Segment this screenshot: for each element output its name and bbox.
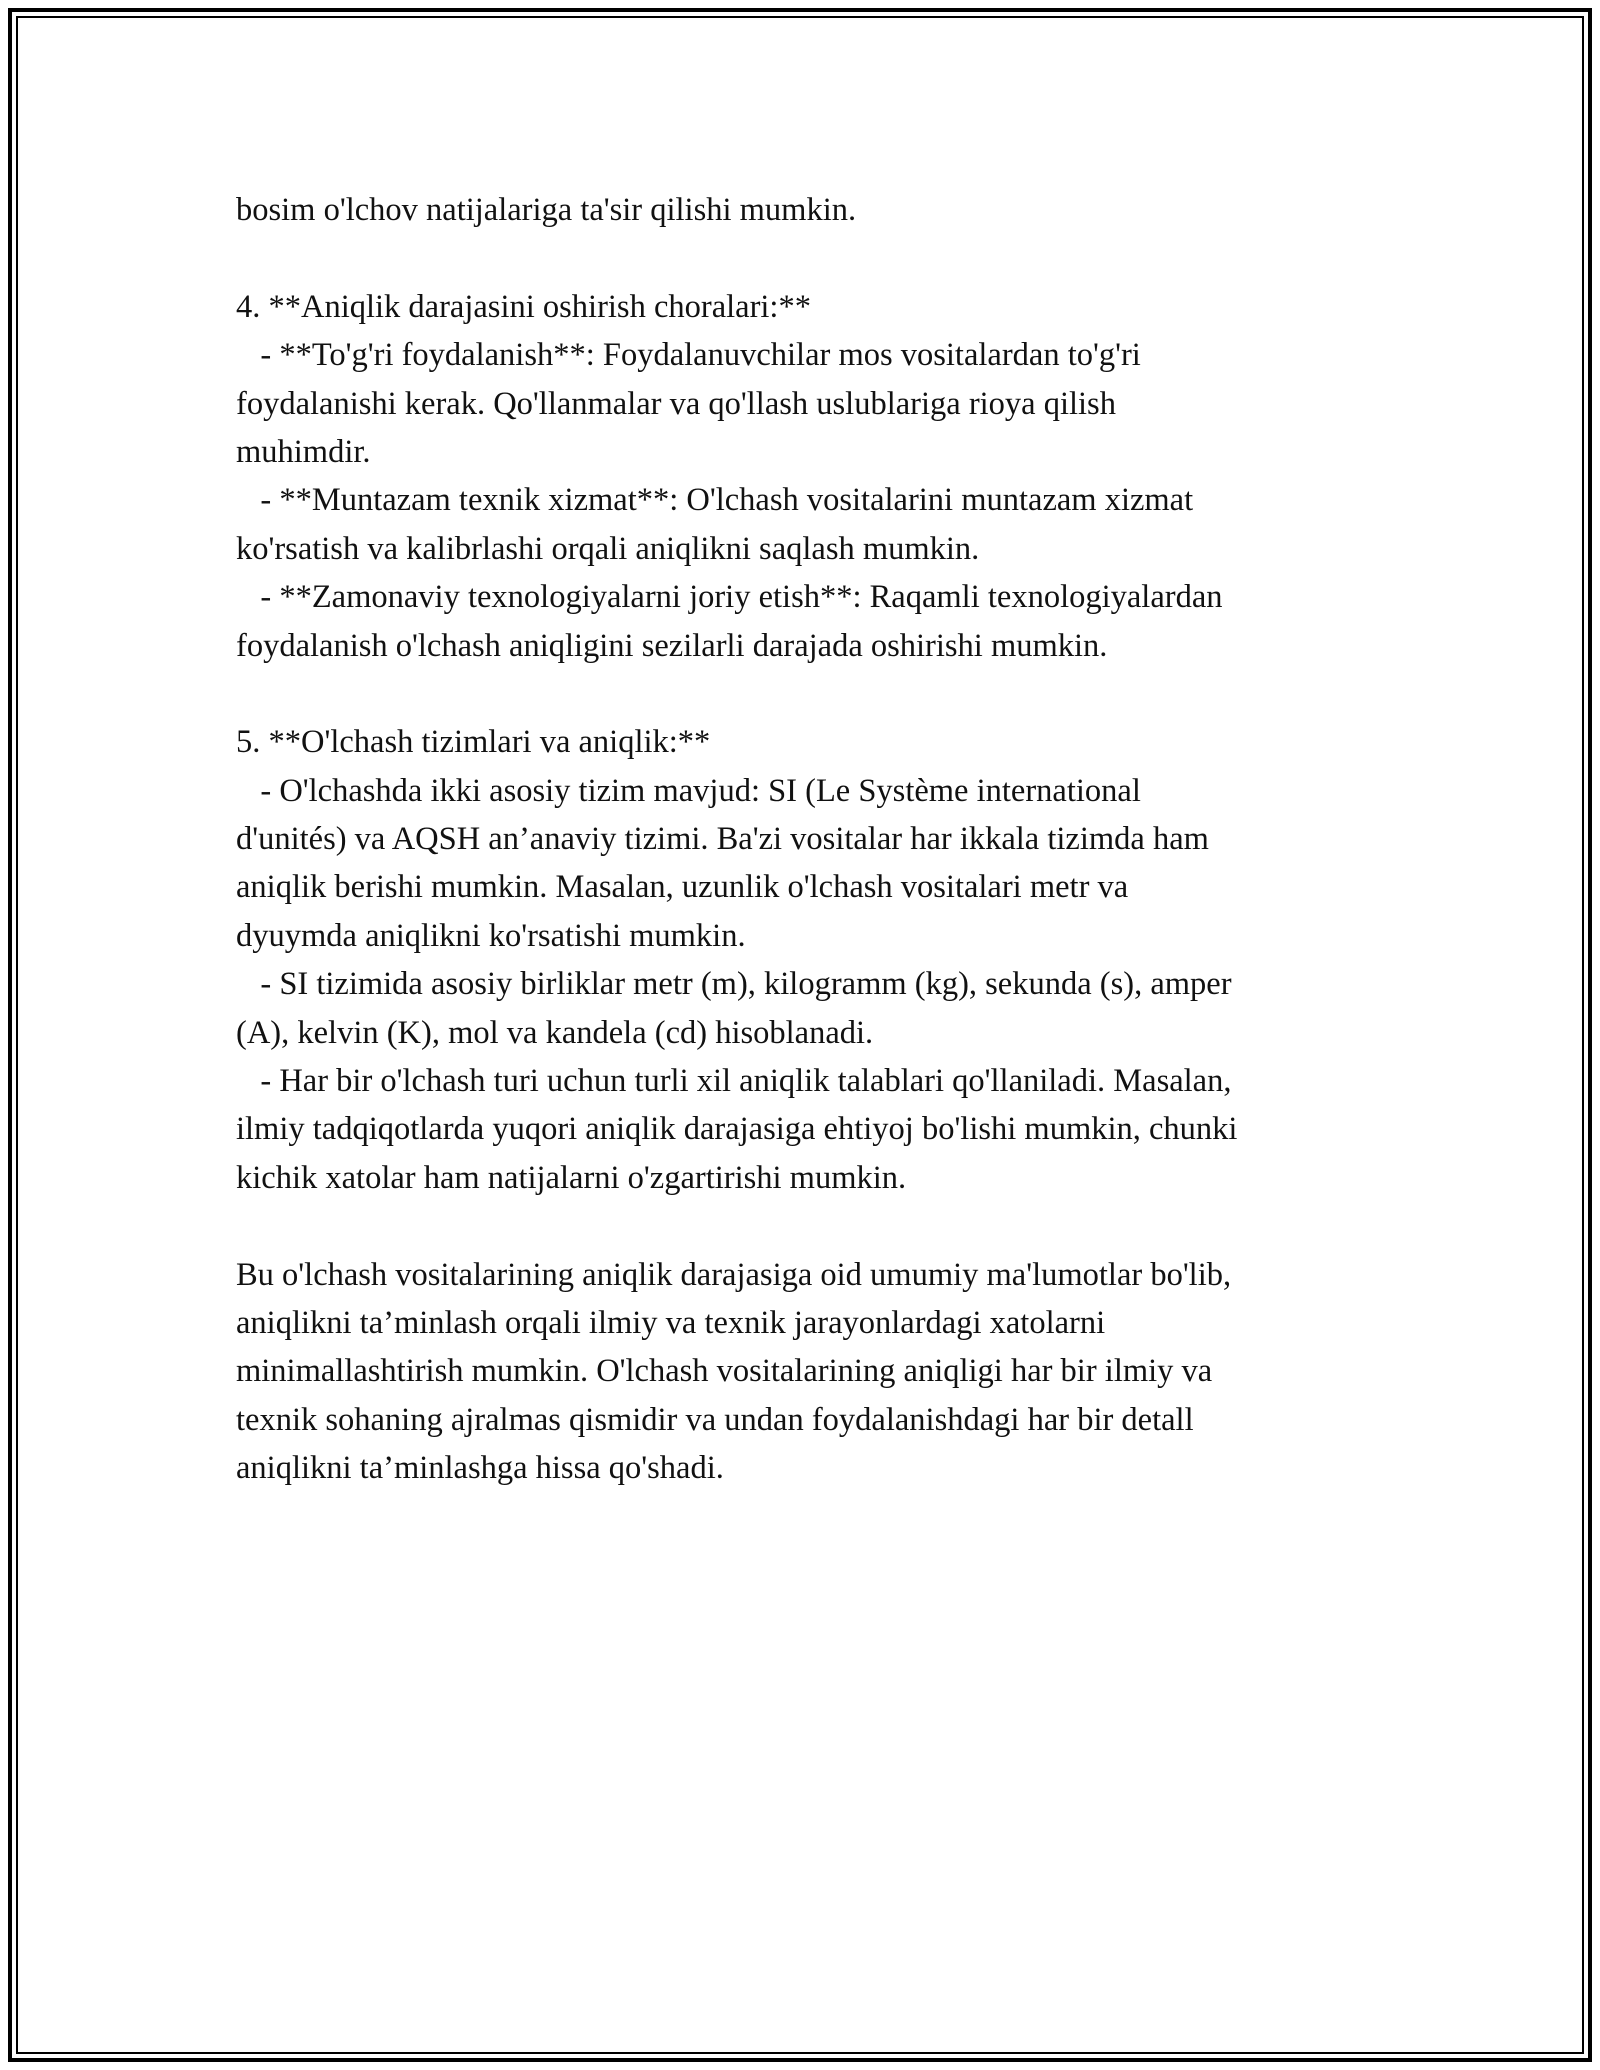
- text-line: ilmiy tadqiqotlarda yuqori aniqlik darajasiga ehtiyoj bo'lishi mumkin, chunki: [236, 1111, 1238, 1148]
- section-heading-5: 5. **O'lchash tizimlari va aniqlik:**: [236, 724, 711, 761]
- conclusion-line: texnik sohaning ajralmas qismidir va undan foydalanishdagi har bir detall: [236, 1401, 1194, 1438]
- section-heading-4: 4. **Aniqlik darajasini oshirish choralari:**: [236, 288, 811, 325]
- blank-line: [236, 1202, 1386, 1250]
- blank-line: [236, 670, 1386, 718]
- text-line: muhimdir.: [236, 433, 371, 470]
- conclusion-line: Bu o'lchash vositalarining aniqlik darajasiga oid umumiy ma'lumotlar bo'lib,: [236, 1256, 1232, 1293]
- text-line: - O'lchashda ikki asosiy tizim mavjud: SI (Le Système international: [236, 772, 1141, 809]
- conclusion-line: aniqlikni ta’minlash orqali ilmiy va texnik jarayonlardagi xatolarni: [236, 1304, 1106, 1341]
- blank-line: [236, 234, 1386, 282]
- document-body: [236, 186, 1386, 1493]
- text-line: - **Muntazam texnik xizmat**: O'lchash vositalarini muntazam xizmat: [236, 482, 1194, 519]
- text-line: kichik xatolar ham natijalarni o'zgartirishi mumkin.: [236, 1159, 907, 1196]
- text-line: bosim o'lchov natijalariga ta'sir qilishi mumkin.: [236, 192, 857, 228]
- text-line: (A), kelvin (K), mol va kandela (cd) hisoblanadi.: [236, 1014, 874, 1051]
- text-line: - Har bir o'lchash turi uchun turli xil aniqlik talablari qo'llaniladi. Masalan,: [236, 1063, 1232, 1100]
- text-line: ko'rsatish va kalibrlashi orqali aniqlikni saqlash mumkin.: [236, 530, 980, 567]
- text-line: aniqlik berishi mumkin. Masalan, uzunlik o'lchash vositalari metr va: [236, 869, 1129, 906]
- conclusion-line: aniqlikni ta’minlashga hissa qo'shadi.: [236, 1450, 724, 1487]
- text-line: dyuymda aniqlikni ko'rsatishi mumkin.: [236, 917, 746, 954]
- text-line: foydalanish o'lchash aniqligini sezilarli darajada oshirishi mumkin.: [236, 627, 1108, 664]
- text-line: d'unités) va AQSH an’anaviy tizimi. Ba'zi vositalar har ikkala tizimda ham: [236, 821, 1209, 858]
- text-line: foydalanishi kerak. Qo'llanmalar va qo'llash uslublariga rioya qilish: [236, 385, 1116, 422]
- conclusion-line: minimallashtirish mumkin. O'lchash vositalarining aniqligi har bir ilmiy va: [236, 1353, 1213, 1390]
- text-line: - SI tizimida asosiy birliklar metr (m), kilogramm (kg), sekunda (s), amper: [236, 966, 1232, 1003]
- text-line: - **Zamonaviy texnologiyalarni joriy etish**: Raqamli texnologiyalardan: [236, 579, 1223, 616]
- text-line: - **To'g'ri foydalanish**: Foydalanuvchilar mos vositalardan to'g'ri: [236, 337, 1141, 374]
